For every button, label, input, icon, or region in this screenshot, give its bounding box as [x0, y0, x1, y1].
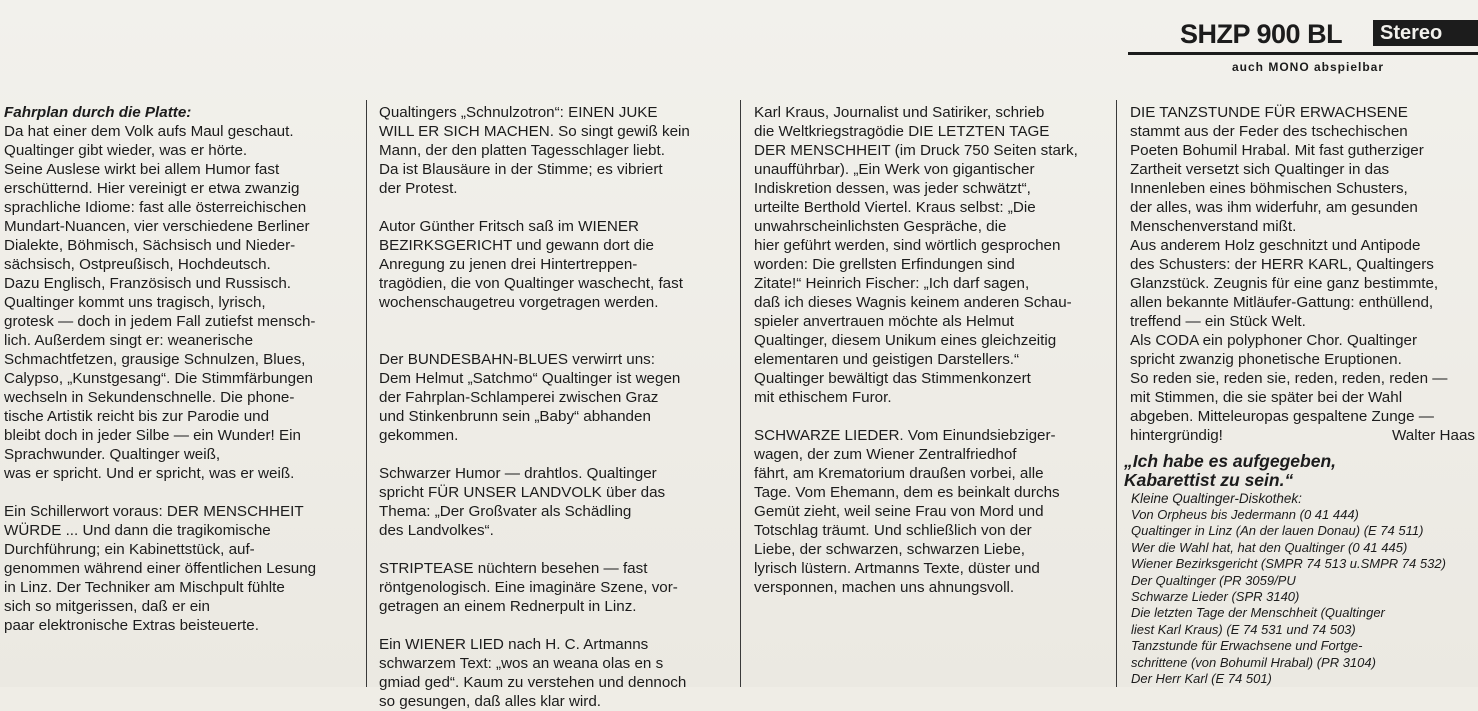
text-line: BEZIRKSGERICHT und gewann dort die — [379, 237, 654, 254]
text-line: Menschenverstand mißt. — [1130, 218, 1297, 235]
header-rule — [1128, 52, 1478, 55]
text-line: lyrisch lüstern. Artmanns Texte, düster und — [754, 560, 1040, 577]
stereo-badge: Stereo — [1373, 20, 1478, 46]
text-line: Qualtinger, diesem Unikum eines gleichzeitig — [754, 332, 1057, 349]
text-line: getragen an einem Rednerpult in Linz. — [379, 598, 637, 615]
text-line: Zitate!“ Heinrich Fischer: „Ich darf sagen, — [754, 275, 1030, 292]
paragraph-gap — [379, 616, 734, 635]
text-line: Qualtinger bewältigt das Stimmenkonzert — [754, 370, 1031, 387]
paragraph-gap — [379, 331, 734, 350]
text-line: worden: Die grellsten Erfindungen sind — [754, 256, 1015, 273]
text-line: Sprachwunder. Qualtinger weiß, — [4, 446, 221, 463]
text-line: elementaren und geistigen Darstellers.“ — [754, 351, 1020, 368]
quote-block — [1124, 452, 1474, 490]
text-line: die Weltkriegstragödie DIE LETZTEN TAGE — [754, 123, 1050, 140]
text-line: Ein WIENER LIED nach H. C. Artmanns — [379, 636, 649, 653]
text-line: DER MENSCHHEIT (im Druck 750 Seiten stark, — [754, 142, 1078, 159]
text-line: Dialekte, Böhmisch, Sächsisch und Nieder- — [4, 237, 296, 254]
section-heading: Fahrplan durch die Platte: — [4, 104, 192, 121]
text-line: wechseln in Sekundenschnelle. Die phone- — [4, 389, 295, 406]
paragraph-gap — [379, 198, 734, 217]
text-line: Qualtingers „Schnulzotron“: EINEN JUKE — [379, 104, 658, 121]
text-line: so gesungen, daß alles klar wird. — [379, 693, 602, 710]
text-line: hier geführt werden, sind wörtlich gesprochen — [754, 237, 1061, 254]
text-line: SCHWARZE LIEDER. Vom Einundsiebziger- — [754, 427, 1056, 444]
header — [1128, 14, 1478, 74]
column-divider — [740, 100, 741, 687]
text-line: sächsisch, Ostpreußisch, Hochdeutsch. — [4, 256, 271, 273]
text-line: Da ist Blausäure in der Stimme; es vibriert — [379, 161, 663, 178]
discography-item: Von Orpheus bis Jedermann (0 41 444) — [1131, 507, 1359, 522]
text-line: Mann, der den platten Tagesschlager liebt. — [379, 142, 665, 159]
text-line: was er spricht. Und er spricht, was er weiß. — [4, 465, 295, 482]
text-line: allen bekannte Mitläufer-Gattung: enthüllend, — [1130, 294, 1434, 311]
text-line: stammt aus der Feder des tschechischen — [1130, 123, 1408, 140]
text-line: der Protest. — [379, 180, 458, 197]
text-line: bleibt doch in jeder Silbe — ein Wunder! Ein — [4, 427, 301, 444]
text-line: abgeben. Mitteleuropas gespaltene Zunge — — [1130, 408, 1434, 425]
text-line: Tage. Vom Ehemann, dem es beinkalt durchs — [754, 484, 1060, 501]
text-line: spieler anvertrauen möchte als Helmut — [754, 313, 1014, 330]
text-line: DIE TANZSTUNDE FÜR ERWACHSENE — [1130, 104, 1408, 121]
mono-note: auch MONO abspielbar — [1232, 60, 1385, 74]
text-line: Indiskretion dessen, was jeder schwätzt“, — [754, 180, 1031, 197]
text-line: paar elektronische Extras beisteuerte. — [4, 617, 259, 634]
text-line: Da hat einer dem Volk aufs Maul geschaut. — [4, 123, 294, 140]
text-line: Als CODA ein polyphoner Chor. Qualtinger — [1130, 332, 1418, 349]
text-line: spricht zwanzig phonetische Eruptionen. — [1130, 351, 1402, 368]
discography — [1131, 490, 1476, 687]
text-line: fährt, am Krematorium draußen vorbei, alle — [754, 465, 1044, 482]
text-line: genommen während einer öffentlichen Lesung — [4, 560, 317, 577]
text-line: der Fahrplan-Schlamperei zwischen Graz — [379, 389, 659, 406]
text-line: in Linz. Der Techniker am Mischpult fühlte — [4, 579, 285, 596]
text-line: spricht FÜR UNSER LANDVOLK über das — [379, 484, 666, 501]
text-column-3 — [754, 103, 1109, 597]
text-line: Poeten Bohumil Hrabal. Mit fast gutherziger — [1130, 142, 1424, 159]
text-line: Schwarzer Humor — drahtlos. Qualtinger — [379, 465, 657, 482]
text-line: mit ethischem Furor. — [754, 389, 892, 406]
text-line: sich so mitgerissen, daß er ein — [4, 598, 210, 615]
text-line: Innenleben eines böhmischen Schusters, — [1130, 180, 1408, 197]
paragraph-gap — [379, 540, 734, 559]
text-line: schwarzem Text: „wos an weana olas en s — [379, 655, 664, 672]
text-line: Dem Helmut „Satchmo“ Qualtinger ist wegen — [379, 370, 681, 387]
text-line: röntgenologisch. Eine imaginäre Szene, vor- — [379, 579, 678, 596]
quote-line: Kabarettist zu sein.“ — [1124, 470, 1294, 490]
column-divider — [366, 100, 367, 687]
text-line: So reden sie, reden sie, reden, reden, reden — — [1130, 370, 1448, 387]
text-line: Totschlag träumt. Und schließlich von der — [754, 522, 1032, 539]
text-line: Qualtinger gibt wieder, was er hörte. — [4, 142, 248, 159]
text-line: Calypso, „Kunstgesang“. Die Stimmfärbungen — [4, 370, 313, 387]
text-line: gmiad ged“. Kaum zu verstehen und dennoch — [379, 674, 687, 691]
text-line: versponnen, machen uns ahnungsvoll. — [754, 579, 1015, 596]
text-line: mit Stimmen, die sie später bei der Wahl — [1130, 389, 1403, 406]
text-line: erschütternd. Hier vereinigt er etwa zwanzig — [4, 180, 300, 197]
text-line: Dazu Englisch, Französisch und Russisch. — [4, 275, 291, 292]
paragraph-gap — [379, 445, 734, 464]
text-line: unwahrscheinlichsten Gespräche, die — [754, 218, 1007, 235]
text-line: Ein Schillerwort voraus: DER MENSCHHEIT — [4, 503, 304, 520]
text-line: Schmachtfetzen, grausige Schnulzen, Blues, — [4, 351, 306, 368]
text-line: grotesk — doch in jedem Fall zutiefst mensch- — [4, 313, 316, 330]
text-line: sprachliche Idiome: fast alle österreichischen — [4, 199, 307, 216]
text-line: Qualtinger kommt uns tragisch, lyrisch, — [4, 294, 266, 311]
quote-line: „Ich habe es aufgegeben, — [1124, 451, 1336, 471]
discography-item: Der Qualtinger (PR 3059/PU — [1131, 572, 1296, 588]
text-line: WILL ER SICH MACHEN. So singt gewiß kein — [379, 123, 690, 140]
text-line: WÜRDE ... Und dann die tragikomische — [4, 522, 271, 539]
discography-item: schrittene (von Bohumil Hrabal) (PR 3104) — [1131, 654, 1376, 670]
text-line: Liebe, der schwarzen, schwarzen Liebe, — [754, 541, 1025, 558]
discography-item: Die letzten Tage der Menschheit (Qualtinger — [1131, 605, 1385, 621]
column-divider — [1116, 100, 1117, 687]
text-line: daß ich dieses Wagnis keinem anderen Schau- — [754, 294, 1072, 311]
text-line: des Schusters: der HERR KARL, Qualtingers — [1130, 256, 1434, 273]
discography-item: Schwarze Lieder (SPR 3140) — [1131, 589, 1300, 605]
text-line: Anregung zu jenen drei Hintertreppen- — [379, 256, 638, 273]
text-line: STRIPTEASE nüchtern besehen — fast — [379, 560, 648, 577]
discography-item: Wiener Bezirksgericht (SMPR 74 513 u.SMPR 74 532) — [1131, 556, 1446, 572]
text-line: der alles, was ihm widerfuhr, am gesunden — [1130, 199, 1418, 216]
text-line — [1130, 426, 1475, 445]
text-line: urteilte Berthold Viertel. Kraus selbst: „Die — [754, 199, 1036, 216]
text-line: tragödien, die von Qualtinger waschecht, fast — [379, 275, 683, 292]
text-line: des Landvolkes“. — [379, 522, 494, 539]
text-line: wochenschaugetreu vorgetragen werden. — [379, 294, 659, 311]
paragraph-gap — [379, 312, 734, 331]
text-column-4 — [1130, 103, 1475, 445]
text-line: Der BUNDESBAHN-BLUES verwirrt uns: — [379, 351, 655, 368]
text-line: tische Artistik reicht bis zur Parodie und — [4, 408, 270, 425]
discography-item: Qualtinger in Linz (An der lauen Donau) (E 74 511) — [1131, 523, 1424, 539]
discography-item: Tanzstunde für Erwachsene und Fortge- — [1131, 638, 1363, 654]
text-line: unaufführbar). „Ein Werk von gigantischer — [754, 161, 1035, 178]
discography-item: Wer die Wahl hat, hat den Qualtinger (0 41 445) — [1131, 539, 1408, 555]
text-line: Gemüt zieht, weil seine Frau von Mord und — [754, 503, 1044, 520]
text-line: Glanzstück. Zeugnis für eine ganz bestimmte, — [1130, 275, 1439, 292]
text-line: hintergründig! — [1130, 427, 1223, 444]
text-line: gekommen. — [379, 427, 459, 444]
discography-item: liest Karl Kraus) (E 74 531 und 74 503) — [1131, 621, 1356, 637]
author-signature: Walter Haas — [1392, 427, 1475, 444]
discography-item: Der Herr Karl (E 74 501) — [1131, 671, 1272, 687]
text-column-1 — [4, 103, 359, 635]
text-line: Mundart-Nuancen, vier verschiedene Berliner — [4, 218, 310, 235]
text-line: wagen, der zum Wiener Zentralfriedhof — [754, 446, 1017, 463]
text-line: Durchführung; ein Kabinettstück, auf- — [4, 541, 255, 558]
text-line: Zartheit versetzt sich Qualtinger in das — [1130, 161, 1390, 178]
paragraph-gap — [754, 407, 1109, 426]
text-line: Autor Günther Fritsch saß im WIENER — [379, 218, 639, 235]
text-line: und Stinkenbrunn sein „Baby“ abhanden — [379, 408, 651, 425]
catalog-number: SHZP 900 BL — [1180, 19, 1343, 49]
text-line: Karl Kraus, Journalist und Satiriker, schrieb — [754, 104, 1045, 121]
text-line: Thema: „Der Großvater als Schädling — [379, 503, 632, 520]
text-line: lich. Außerdem singt er: weanerische — [4, 332, 254, 349]
text-line: treffend — ein Stück Welt. — [1130, 313, 1306, 330]
text-line: Aus anderem Holz geschnitzt und Antipode — [1130, 237, 1421, 254]
text-column-2 — [379, 103, 734, 711]
discography-title: Kleine Qualtinger-Diskothek: — [1131, 491, 1302, 506]
paragraph-gap — [4, 483, 359, 502]
text-line: Seine Auslese wirkt bei allem Humor fast — [4, 161, 280, 178]
